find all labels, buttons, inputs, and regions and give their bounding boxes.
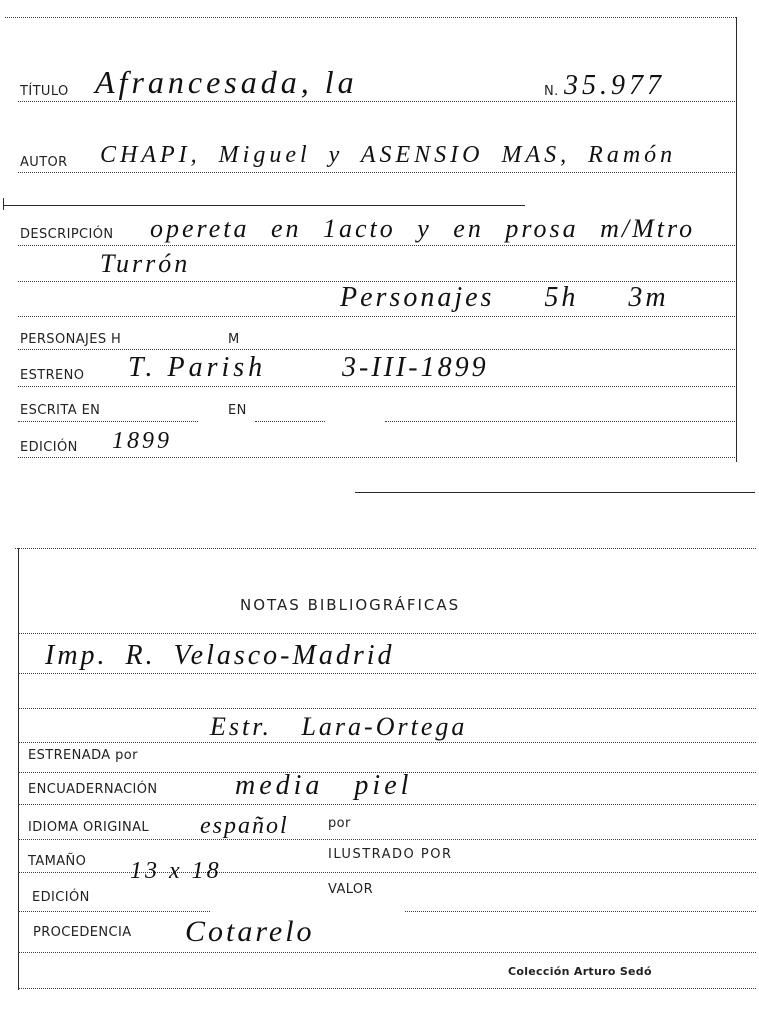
rule-line <box>18 673 756 674</box>
rule-tick <box>3 198 4 210</box>
title-value: Afrancesada, la <box>95 64 358 100</box>
description-line-3: Personajes 5h 3m <box>340 282 669 313</box>
written-en-label: EN <box>228 403 247 418</box>
language-value: español <box>200 813 289 839</box>
author-value: CHAPI, Miguel y ASENSIO MAS, Ramón <box>100 142 677 168</box>
provenance-label: PROCEDENCIA <box>33 925 132 940</box>
rule-line <box>18 386 735 387</box>
number-value: 35.977 <box>564 70 665 101</box>
rule-line <box>18 952 756 953</box>
rule-line <box>18 911 210 912</box>
description-line-1: opereta en 1acto y en prosa m/Mtro <box>150 214 696 243</box>
collection-mark: Colección Arturo Sedó <box>508 965 652 978</box>
by-label: por <box>328 816 351 831</box>
size-label: TAMAÑO <box>28 854 87 869</box>
rule-line <box>18 421 198 422</box>
rule-line <box>255 421 325 422</box>
author-label: AUTOR <box>20 155 68 170</box>
rule-line <box>18 872 756 873</box>
binding-label: ENCUADERNACIÓN <box>28 782 158 797</box>
rule-line <box>18 633 756 634</box>
value-label: VALOR <box>328 882 373 897</box>
title-label: TÍTULO <box>20 84 69 99</box>
note-line-1: Imp. R. Velasco-Madrid <box>45 640 395 671</box>
rule-line <box>385 421 735 422</box>
premiere-label: ESTRENO <box>20 368 85 383</box>
notes-heading: NOTAS BIBLIOGRÁFICAS <box>240 596 461 614</box>
edition-value: 1899 <box>112 428 172 454</box>
rule-line <box>18 457 735 458</box>
rule-line <box>355 492 755 493</box>
rule-line <box>18 839 756 840</box>
provenance-value: Cotarelo <box>185 915 315 948</box>
illustrated-label: ILUSTRADO POR <box>328 847 453 862</box>
premiere-place: T. Parish <box>128 352 267 383</box>
rule-line <box>18 245 735 246</box>
note-line-2: Estr. Lara-Ortega <box>210 712 468 741</box>
language-label: IDIOMA ORIGINAL <box>28 820 150 835</box>
card-right-border <box>736 17 737 462</box>
rule-line <box>18 804 756 805</box>
size-value: 13 x 18 <box>130 858 222 884</box>
rule-line <box>405 911 756 912</box>
characters-label: PERSONAJES H <box>20 332 122 347</box>
edition-label-bottom: EDICIÓN <box>32 890 90 905</box>
premiered-by-label: ESTRENADA por <box>28 748 138 763</box>
edition-label: EDICIÓN <box>20 440 78 455</box>
rule-line <box>18 742 756 743</box>
binding-value: media piel <box>235 770 413 801</box>
card-bottom-border-top <box>15 548 756 549</box>
rule-line <box>3 205 525 206</box>
card-left-border <box>18 548 19 990</box>
written-label: ESCRITA EN <box>20 403 101 418</box>
rule-line <box>18 349 735 350</box>
characters-m-label: M <box>228 332 240 347</box>
rule-line <box>18 172 735 173</box>
number-label: N. <box>544 84 559 99</box>
rule-line <box>18 708 756 709</box>
rule-line <box>18 316 735 317</box>
description-label: DESCRIPCIÓN <box>20 227 114 242</box>
description-line-2: Turrón <box>100 249 191 278</box>
premiere-date: 3-III-1899 <box>342 352 489 383</box>
card-top-border <box>5 17 736 18</box>
rule-line <box>18 988 756 989</box>
